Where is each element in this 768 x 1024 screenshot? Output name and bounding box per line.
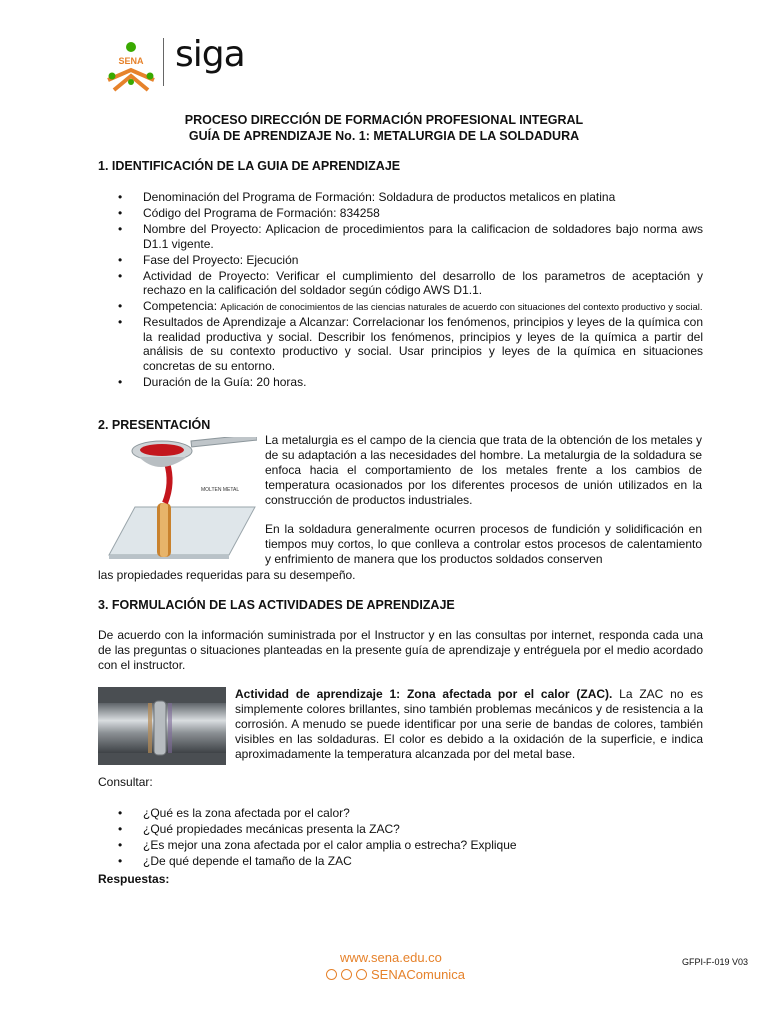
competencia-label: Competencia:	[143, 299, 221, 314]
facebook-icon	[341, 969, 352, 980]
list-item: • Actividad de Proyecto: Verificar el cumplimiento del desarrollo de los parametros de aceptación y rechazo en la calificación del soldador según código AWS D1.1.	[98, 269, 703, 298]
answers-label: Respuestas:	[98, 872, 170, 886]
footer-social-label: SENAComunica	[371, 967, 465, 982]
activity-1-paragraph	[235, 687, 703, 762]
siga-logo: siga	[175, 34, 245, 75]
question-item: • ¿Qué es la zona afectada por el calor?	[98, 806, 703, 821]
youtube-icon	[326, 969, 337, 980]
presentation-paragraph-1: La metalurgia es el campo de la ciencia que trata de la obtención de los metales y de su adaptación a las necesidades del hombre. La metalurgia de la soldadura se enfoca hacia el comportamiento de los metales frente a los cambios de temperatura ocasionados por los diferentes procesos de unión utilizados en la construcción de productos industriales.	[265, 433, 702, 507]
presentation-paragraph-2-end: las propiedades requeridas para su desempeño.	[98, 568, 356, 582]
section3-heading: 3. FORMULACIÓN DE LAS ACTIVIDADES DE APRENDIZAJE	[98, 598, 455, 612]
questions-list	[98, 806, 703, 870]
presentation-paragraph-2: En la soldadura generalmente ocurren procesos de fundición y solidificación en tiempos muy cortos, lo que conlleva a controlar estos procesos de calentamiento y enfrimiento de manera que los productos soldados conserven	[265, 522, 702, 566]
list-item: • Código del Programa de Formación: 834258	[98, 206, 703, 221]
list-item: • Denominación del Programa de Formación: Soldadura de productos metalicos en platina	[98, 190, 703, 205]
activity-1-title: Actividad de aprendizaje 1: Zona afectada por el calor (ZAC).	[235, 687, 613, 701]
list-item: • Nombre del Proyecto: Aplicacion de procedimientos para la calificacion de soldadores bajo norma aws D1.1 vigente.	[98, 222, 703, 251]
consult-label: Consultar:	[98, 775, 153, 789]
question-item: • ¿De qué depende el tamaño de la ZAC	[98, 854, 703, 869]
header	[10, 28, 330, 88]
list-item: • Fase del Proyecto: Ejecución	[98, 253, 703, 268]
twitter-icon	[356, 969, 367, 980]
section2-heading: 2. PRESENTACIÓN	[98, 418, 211, 432]
document-title-line2: GUÍA DE APRENDIZAJE No. 1: METALURGIA DE LA SOLDADURA	[188, 129, 580, 143]
question-item: • ¿Qué propiedades mecánicas presenta la ZAC?	[98, 822, 703, 837]
list-item-competencia	[98, 299, 703, 314]
section1-heading: 1. IDENTIFICACIÓN DE LA GUIA DE APRENDIZAJE	[98, 159, 401, 173]
sena-logo-text: SENA	[118, 56, 144, 66]
footer-url: www.sena.edu.co	[340, 950, 442, 965]
activity-1-text: La ZAC no es simplemente colores brillantes, sino también problemas mecánicos y de resistencia a la corrosión. A menudo se puede identificar por una serie de bandas de colores, también visibles en las soldaduras. El color es debido a la oxidación de la superficie, e indica aproximadamente la temperatura alcanzada por del metal base.	[235, 687, 703, 761]
footer-social	[326, 967, 465, 982]
document-title-line1: PROCESO DIRECCIÓN DE FORMACIÓN PROFESIONAL INTEGRAL	[184, 113, 584, 127]
form-code: GFPI-F-019 V03	[682, 957, 749, 967]
molten-metal-label: MOLTEN METAL	[201, 487, 240, 493]
logo-divider	[163, 38, 164, 86]
identification-list	[98, 190, 703, 391]
list-item: • Resultados de Aprendizaje a Alcanzar: Correlacionar los fenómenos, principios y leyes de la química con la realidad productiva y social. Describir los fenómenos, principios y leyes de la química a partir del análisis de su contexto productivo y social. Usar principios y leyes de la química en situaciones concretas de su entorno.	[98, 315, 703, 373]
activities-intro: De acuerdo con la información suministrada por el Instructor y en las consultas por internet, responda cada una de las preguntas o situaciones planteadas en la presente guía de aprendizaje y entréguela por el medio acordado con el instructor.	[98, 628, 703, 672]
pipe-weld-photo	[98, 687, 226, 765]
competencia-text: Aplicación de conocimientos de las ciencias naturales de acuerdo con situaciones del contexto productivo y social.	[220, 302, 703, 314]
welding-illustration	[107, 437, 257, 559]
list-item: • Duración de la Guía: 20 horas.	[98, 375, 703, 390]
sena-logo	[102, 36, 160, 94]
question-item: • ¿Es mejor una zona afectada por el calor amplia o estrecha? Explique	[98, 838, 703, 853]
